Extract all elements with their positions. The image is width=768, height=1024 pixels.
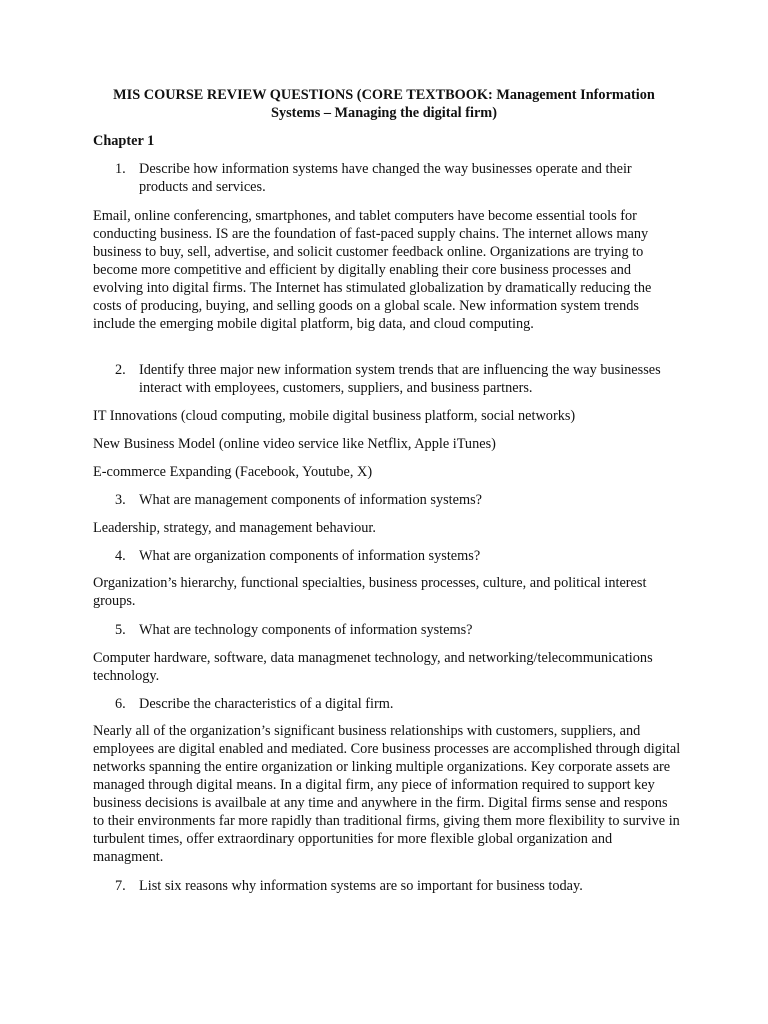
answer-4: Organization’s hierarchy, functional specialties, business processes, culture, and political interest groups.: [93, 575, 647, 609]
question-1: [93, 160, 681, 196]
answer-1: Email, online conferencing, smartphones, and tablet computers have become essential tools for conducting business. IS are the foundation of fast-paced supply chains. The internet allows many business to buy, sell, advertise, and solicit customer feedback online. Organizations are trying to become more competitive and efficient by digitally enabling their core business processes and evolving into digital firms. The Internet has stimulated globalization by dramatically reducing the costs of producing, buying, and selling goods on a global scale. New information system trends include the emerging mobile digital platform, big data, and cloud computing.: [93, 208, 652, 332]
question-2: [93, 361, 681, 397]
question-5: [93, 621, 681, 639]
question-number: 3.: [115, 492, 126, 508]
question-text: What are organization components of information systems?: [139, 548, 481, 564]
document-title: MIS COURSE REVIEW QUESTIONS (CORE TEXTBOOK: Management Information Systems – Managing the digital firm): [113, 87, 655, 121]
question-number: 4.: [115, 548, 126, 564]
question-4: [93, 547, 681, 565]
question-6: [93, 695, 681, 713]
question-text: What are management components of information systems?: [139, 492, 483, 508]
question-3: [93, 491, 681, 509]
question-number: 1.: [115, 161, 126, 177]
answer-5: Computer hardware, software, data managmenet technology, and networking/telecommunications technology.: [93, 650, 653, 684]
question-text: Describe the characteristics of a digital firm.: [139, 696, 394, 712]
question-text: List six reasons why information systems are so important for business today.: [139, 878, 583, 894]
question-7: [93, 877, 681, 895]
answer-3: Leadership, strategy, and management behaviour.: [93, 520, 376, 536]
chapter-heading: Chapter 1: [93, 133, 155, 149]
question-number: 7.: [115, 878, 126, 894]
question-text: Identify three major new information system trends that are influencing the way businesses interact with employees, customers, suppliers, and business partners.: [139, 362, 661, 396]
question-text: What are technology components of information systems?: [139, 622, 473, 638]
answer-2-line-1: IT Innovations (cloud computing, mobile digital business platform, social networks): [93, 408, 576, 424]
answer-2-line-2: New Business Model (online video service like Netflix, Apple iTunes): [93, 436, 496, 452]
question-text: Describe how information systems have changed the way businesses operate and their products and services.: [139, 161, 632, 195]
answer-2-line-3: E-commerce Expanding (Facebook, Youtube, X): [93, 464, 373, 480]
question-number: 5.: [115, 622, 126, 638]
question-number: 6.: [115, 696, 126, 712]
answer-6: Nearly all of the organization’s significant business relationships with customers, suppliers, and employees are digital enabled and mediated. Core business processes are accomplished through digital networks spanning the entire organization or linking multiple organizations. Key corporate assets are managed through digital means. In a digital firm, any piece of information required to support key business decisions is availbale at any time and anywhere in the firm. Digital firms sense and respons to their environments far more rapidly than traditional firms, giving them more flexibility to survive in turbulent times, offer extraordinary opportunities for more flexible global organization and managment.: [93, 723, 681, 865]
question-number: 2.: [115, 362, 126, 378]
